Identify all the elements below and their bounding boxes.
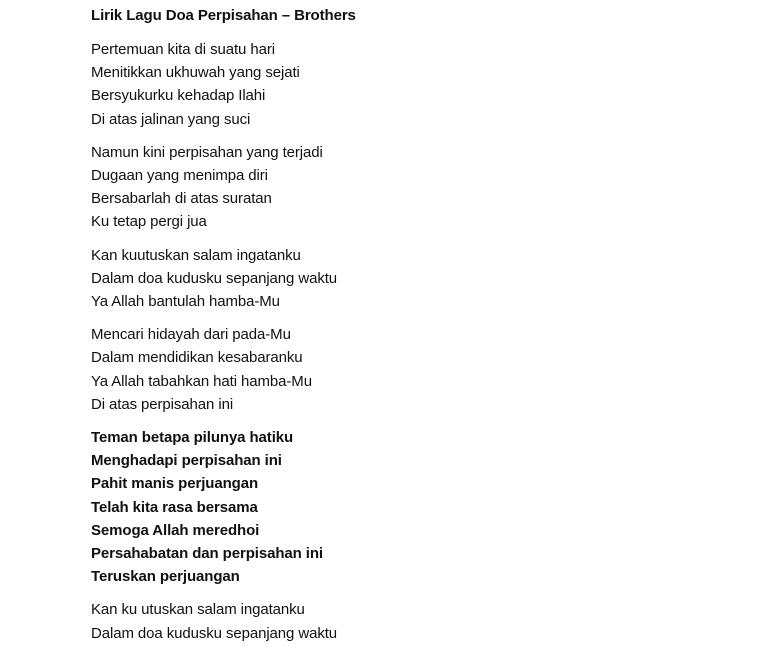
lyric-line: Teman betapa pilunya hatiku — [91, 429, 294, 447]
lyric-line: Di atas jalinan yang suci — [91, 110, 251, 128]
lyric-line: Dalam mendidikan kesabaranku — [91, 349, 303, 367]
lyric-line: Teruskan perjuangan — [91, 568, 240, 586]
lyric-line: Ya Allah tabahkan hati hamba-Mu — [91, 372, 312, 390]
lyric-line: Pertemuan kita di suatu hari — [91, 41, 275, 58]
lyric-line: Semoga Allah meredhoi — [91, 521, 260, 539]
lyric-line: Mencari hidayah dari pada-Mu — [91, 326, 291, 344]
stanza — [91, 323, 731, 416]
lyric-line: Dalam doa kudusku sepanjang waktu — [91, 269, 338, 287]
lyric-line: Bersyukurku kehadap Ilahi — [91, 87, 266, 105]
lyric-line: Dalam doa kudusku sepanjang waktu — [91, 624, 338, 642]
lyric-line: Telah kita rasa bersama — [91, 498, 258, 516]
lyric-line: Ya Allah bantulah hamba-Mu — [91, 293, 280, 311]
lyric-line: Persahabatan dan perpisahan ini — [91, 545, 323, 563]
lyrics-document — [91, 6, 731, 655]
document-title: Lirik Lagu Doa Perpisahan – Brothers — [91, 7, 356, 24]
lyric-line: Menitikkan ukhuwah yang sejati — [91, 64, 300, 82]
lyric-line: Menghadapi perpisahan ini — [91, 452, 282, 470]
lyric-line: Di atas perpisahan ini — [91, 395, 234, 413]
lyric-line: Pahit manis perjuangan — [91, 475, 259, 493]
stanza — [91, 244, 731, 314]
lyric-line: Namun kini perpisahan yang terjadi — [91, 143, 323, 161]
stanza — [91, 141, 731, 234]
stanza — [91, 598, 731, 644]
lyric-line: Kan ku utuskan salam ingatanku — [91, 601, 305, 619]
stanza-list — [91, 38, 731, 645]
stanza — [91, 426, 731, 588]
lyric-line: Dugaan yang menimpa diri — [91, 167, 268, 185]
lyric-line: Kan kuutuskan salam ingatanku — [91, 246, 301, 264]
lyric-line: Bersabarlah di atas suratan — [91, 190, 272, 208]
lyric-line: Ku tetap pergi jua — [91, 213, 207, 231]
stanza — [91, 38, 731, 131]
